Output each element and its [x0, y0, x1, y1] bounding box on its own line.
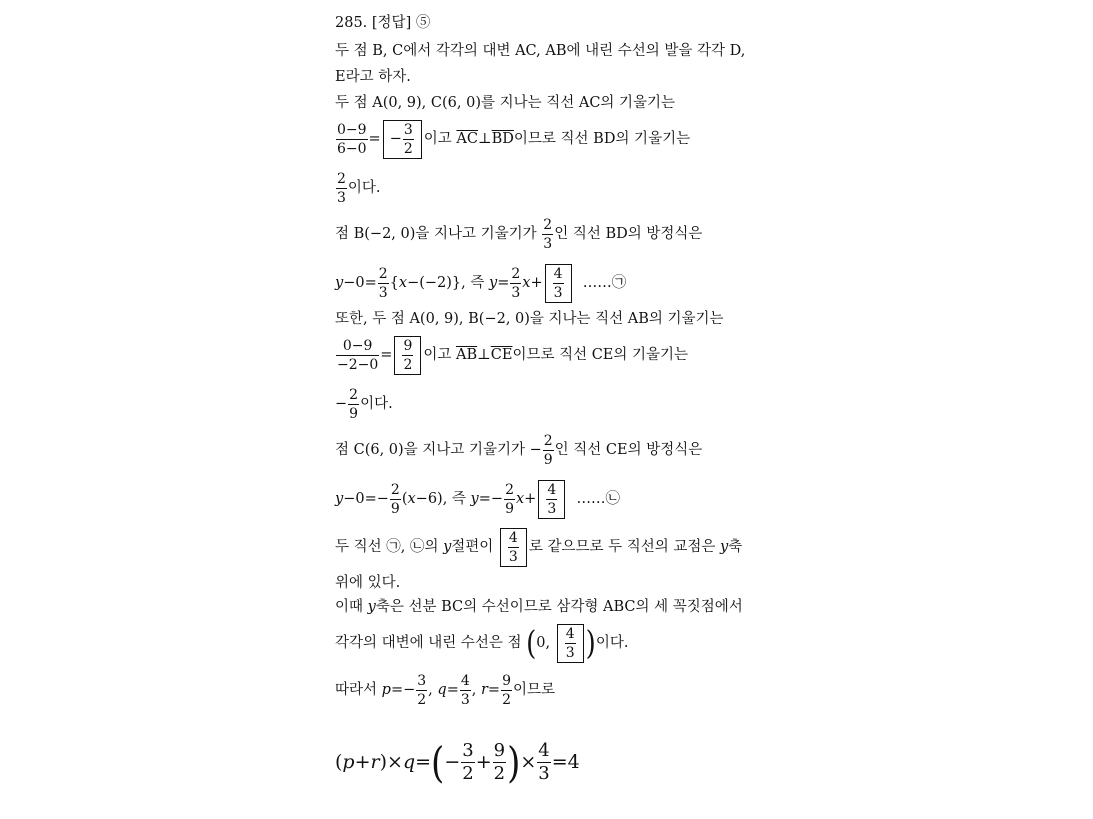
- paragraph-7-text: 절편이: [451, 539, 498, 556]
- fraction: [504, 483, 515, 516]
- fraction: [460, 674, 471, 707]
- math-text: =: [487, 682, 501, 699]
- paragraph-7-text: 두 직선 ㉠, ㉡의: [335, 539, 444, 556]
- fraction: [402, 339, 413, 372]
- paragraph-9-text: 축은 선분 BC의 수선이므로 삼각형 ABC의 세 꼭짓점에서: [375, 599, 743, 615]
- fraction-numerator: 4: [553, 266, 563, 282]
- connector-text: 이고: [423, 131, 457, 148]
- fraction-numerator: 2: [543, 217, 553, 233]
- answer-header: [335, 16, 430, 31]
- perpendicular-symbol: ⊥: [477, 347, 491, 364]
- fraction: [543, 434, 554, 467]
- fraction-denominator: 3: [460, 692, 470, 708]
- right-paren: ): [585, 624, 596, 663]
- fraction: [336, 123, 368, 156]
- segment-bd: $\overline{BD}$: [491, 131, 514, 148]
- math-text: =−: [478, 491, 504, 508]
- variable-q: q: [437, 682, 447, 699]
- variable-x: x: [522, 275, 531, 292]
- variable-p: p: [342, 751, 355, 773]
- fraction-denominator: 3: [511, 285, 521, 301]
- variable-r: r: [480, 682, 488, 699]
- fraction-denominator: 3: [538, 763, 550, 784]
- segment-ac: $\overline{AC}$: [456, 131, 478, 148]
- paragraph-4: [335, 218, 702, 251]
- paragraph-1-text: 두 점 B, C에서 각각의 대변 AC, AB에 내린 수선의 발을 각각 D,: [335, 43, 746, 59]
- math-text: {: [389, 275, 399, 292]
- math-text: −0=: [343, 275, 377, 292]
- plus-sign: +: [475, 751, 492, 773]
- fraction-denominator: 2: [502, 692, 511, 708]
- fraction-denominator: 9: [390, 501, 400, 517]
- fraction: [508, 531, 519, 564]
- line-ce-equation: [335, 480, 620, 519]
- fraction: [390, 483, 401, 516]
- fraction-numerator: 0−9: [342, 338, 373, 354]
- paragraph-10-text: 각각의 대변에 내린 수선은 점: [335, 635, 527, 652]
- fraction-denominator: 2: [493, 763, 506, 784]
- line-bd-equation: [335, 264, 626, 303]
- fraction-denominator: 3: [547, 501, 557, 517]
- answer-box: [383, 120, 422, 159]
- fraction: [565, 627, 576, 660]
- plus-sign: +: [524, 491, 537, 508]
- fraction: [416, 674, 427, 707]
- fraction-numerator: 4: [547, 482, 557, 498]
- fraction-denominator: 3: [508, 549, 518, 565]
- fraction: [336, 172, 347, 205]
- paragraph-2: [335, 70, 411, 85]
- fraction-numerator: 2: [390, 482, 400, 498]
- minus-sign: −: [444, 751, 461, 773]
- fraction-numerator: 4: [565, 626, 575, 642]
- fraction: [461, 742, 474, 783]
- paragraph-6: [335, 434, 702, 467]
- paragraph-1: [335, 44, 745, 59]
- result-text: =4: [551, 751, 580, 773]
- paragraph-7-text: 축: [728, 539, 743, 556]
- left-paren: (: [431, 737, 445, 788]
- fraction-numerator: 2: [505, 482, 514, 498]
- fraction-denominator: 3: [543, 236, 553, 252]
- variable-q: q: [402, 751, 416, 773]
- math-text: ,: [471, 682, 481, 699]
- answer-box: [538, 480, 565, 519]
- trailing-text: 이다.: [360, 396, 393, 413]
- fraction-numerator: 4: [538, 740, 550, 761]
- plus-sign: +: [354, 751, 371, 773]
- fraction-denominator: 3: [565, 645, 575, 661]
- paragraph-3: [335, 96, 675, 111]
- minus-sign: −: [335, 396, 348, 413]
- paragraph-11-tail: 이므로: [513, 682, 556, 699]
- math-text: =: [497, 275, 510, 292]
- slope-ab-equation: [335, 336, 688, 375]
- paragraph-6-tail: 인 직선 CE의 방정식은: [554, 442, 703, 459]
- slope-ce-value: [335, 388, 393, 421]
- paragraph-7: [335, 528, 742, 567]
- math-text: −6), 즉: [415, 491, 471, 508]
- variable-r: r: [370, 751, 380, 773]
- paragraph-10-text: 이다.: [595, 635, 629, 652]
- equals-sign: =: [380, 347, 393, 364]
- fraction-numerator: 2: [543, 433, 553, 449]
- fraction: [336, 339, 379, 372]
- fraction: [348, 388, 359, 421]
- equals-sign: =: [368, 131, 381, 148]
- trailing-text: 이다.: [347, 180, 381, 197]
- fraction: [501, 674, 512, 707]
- fraction-numerator: 2: [511, 266, 521, 282]
- variable-y: y: [335, 491, 344, 508]
- fraction: [553, 267, 564, 300]
- fraction: [537, 742, 550, 783]
- fraction-numerator: 2: [337, 171, 346, 187]
- final-equation: [335, 737, 580, 788]
- fraction: [403, 123, 414, 156]
- paragraph-2-text: E라고 하자.: [335, 69, 411, 85]
- fraction-numerator: 0−9: [337, 122, 367, 138]
- answer-box: [557, 624, 584, 663]
- paragraph-4-text: 점 B(−2, 0)을 지나고 기울기가: [335, 226, 542, 243]
- answer-header-text: 285. [정답] ⑤: [335, 15, 431, 31]
- segment-ce: $\overline{CE}$: [490, 347, 513, 364]
- paragraph-6-text: 점 C(6, 0)을 지나고 기울기가 −: [335, 442, 542, 459]
- equation-label: ……㉡: [567, 491, 620, 508]
- fraction-numerator: 3: [417, 673, 427, 689]
- fraction-denominator: −2−0: [337, 357, 379, 373]
- paragraph-5-text: 또한, 두 점 A(0, 9), B(−2, 0)을 지나는 직선 AB의 기울기는: [335, 311, 724, 327]
- answer-box: [545, 264, 572, 303]
- variable-y: y: [335, 275, 344, 292]
- fraction-numerator: 9: [502, 673, 511, 689]
- paragraph-4-tail: 인 직선 BD의 방정식은: [554, 226, 703, 243]
- fraction-denominator: 2: [462, 763, 474, 784]
- fraction-denominator: 9: [349, 406, 359, 422]
- fraction: [510, 267, 521, 300]
- math-text: =−: [390, 682, 416, 699]
- left-paren: (: [526, 624, 537, 663]
- answer-box: [500, 528, 527, 567]
- fraction-numerator: 9: [403, 338, 413, 354]
- plus-sign: +: [530, 275, 543, 292]
- fraction-denominator: 9: [505, 501, 514, 517]
- minus-sign: −: [389, 131, 402, 148]
- paragraph-8-text: 위에 있다.: [335, 575, 401, 591]
- fraction-denominator: 6−0: [337, 141, 367, 157]
- fraction: [378, 267, 389, 300]
- fraction-numerator: 4: [508, 530, 518, 546]
- fraction-denominator: 3: [337, 190, 346, 206]
- slope-bd-value: [335, 172, 381, 205]
- paragraph-5: [335, 312, 724, 327]
- connector-text: 이고: [423, 347, 456, 364]
- math-text: (: [335, 751, 343, 773]
- math-text: −0=−: [343, 491, 389, 508]
- fraction-denominator: 9: [543, 452, 553, 468]
- fraction-denominator: 3: [553, 285, 563, 301]
- variable-x: x: [407, 491, 416, 508]
- fraction-denominator: 2: [403, 141, 413, 157]
- fraction: [493, 742, 506, 783]
- fraction-numerator: 9: [493, 740, 506, 761]
- perpendicular-symbol: ⊥: [477, 131, 492, 148]
- fraction: [546, 483, 557, 516]
- fraction-numerator: 4: [460, 673, 470, 689]
- paragraph-10-text: 0,: [536, 635, 555, 652]
- right-paren: ): [507, 737, 521, 788]
- fraction-denominator: 2: [417, 692, 427, 708]
- trailing-text: 이므로 직선 CE의 기울기는: [512, 347, 689, 364]
- fraction-numerator: 2: [349, 387, 359, 403]
- fraction-denominator: 2: [403, 357, 413, 373]
- fraction-numerator: 3: [462, 740, 474, 761]
- slope-ac-equation: [335, 120, 690, 159]
- paragraph-10: [335, 624, 628, 663]
- paragraph-7-text: 로 같으므로 두 직선의 교점은: [528, 539, 720, 556]
- paragraph-9: [335, 600, 743, 615]
- paragraph-11: [335, 674, 555, 707]
- variable-y: y: [443, 539, 452, 556]
- math-text: ,: [428, 682, 438, 699]
- variable-y: y: [470, 491, 479, 508]
- segment-ab: $\overline{AB}$: [455, 347, 478, 364]
- paragraph-3-text: 두 점 A(0, 9), C(6, 0)를 지나는 직선 AC의 기울기는: [335, 95, 676, 111]
- variable-y: y: [719, 539, 729, 556]
- times-sign: ×: [520, 751, 537, 773]
- math-text: )×: [379, 751, 403, 773]
- equals-sign: =: [415, 751, 432, 773]
- fraction: [542, 218, 553, 251]
- trailing-text: 이므로 직선 BD의 기울기는: [513, 131, 691, 148]
- paragraph-8: [335, 576, 400, 591]
- fraction-numerator: 3: [403, 122, 413, 138]
- variable-y: y: [488, 275, 498, 292]
- variable-x: x: [515, 491, 525, 508]
- math-text: =: [446, 682, 459, 699]
- fraction-denominator: 3: [378, 285, 388, 301]
- variable-p: p: [381, 682, 391, 699]
- fraction-numerator: 2: [378, 266, 388, 282]
- equation-label: ……㉠: [573, 275, 627, 292]
- answer-box: [394, 336, 421, 375]
- variable-y: y: [367, 599, 376, 615]
- variable-x: x: [398, 275, 408, 292]
- paragraph-9-text: 이때: [335, 599, 368, 615]
- paragraph-11-text: 따라서: [335, 682, 382, 699]
- math-text: −(−2)}, 즉: [407, 275, 489, 292]
- math-text: (: [401, 491, 408, 508]
